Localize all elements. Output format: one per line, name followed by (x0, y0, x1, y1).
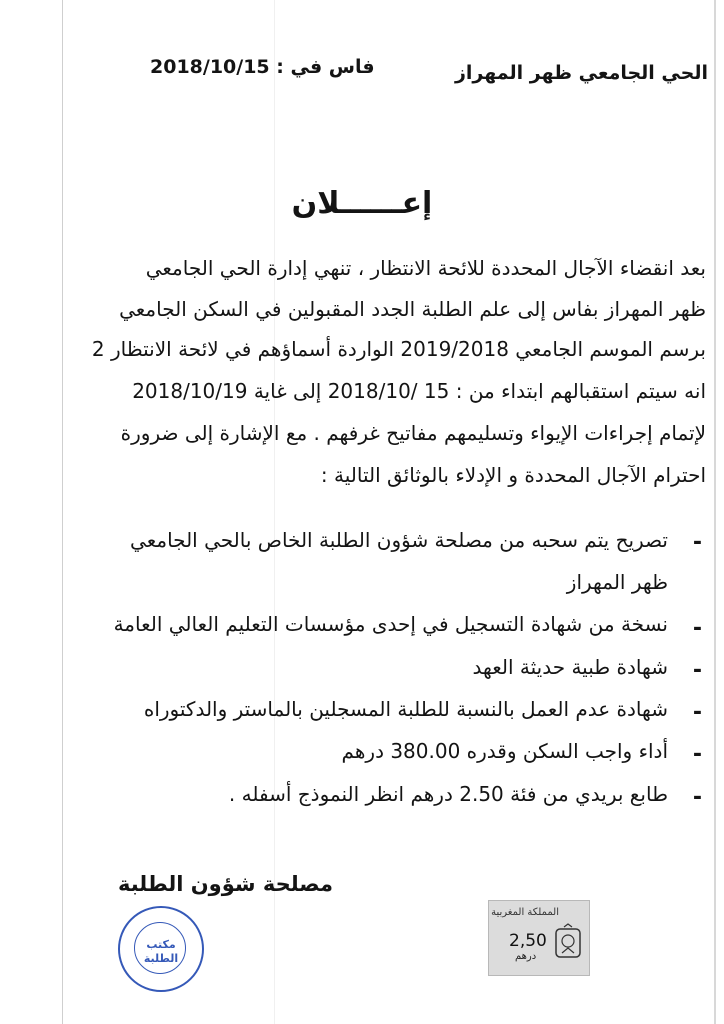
bullet-dash: - (692, 616, 702, 641)
requirement-item: تصريح يتم سحبه من مصلحة شؤون الطلبة الخاص بالحي الجامعي (130, 528, 668, 552)
bullet-dash: - (692, 658, 702, 683)
fiscal-stamp-value: 2,50 (509, 931, 547, 951)
bullet-dash: - (692, 785, 702, 810)
bullet-dash: - (692, 700, 702, 725)
fiscal-stamp-issuer: المملكة المغربية (491, 907, 559, 918)
requirement-item: طابع بريدي من فئة 2.50 درهم انظر النموذج أسفله . (228, 782, 668, 806)
paper-fold-line (274, 0, 275, 1024)
body-line: برسم الموسم الجامعي 2019/2018 الواردة أسماؤهم في لائحة الانتظار 2 (91, 337, 706, 361)
official-stamp (118, 906, 204, 992)
page-edge-right (714, 0, 716, 1024)
body-line: بعد انقضاء الآجال المحددة للائحة الانتظار ، تنهي إدارة الحي الجامعي (145, 256, 706, 280)
fiscal-stamp-sample (488, 900, 590, 976)
stamp-text: مكتب (146, 938, 176, 951)
body-line: ظهر المهراز بفاس إلى علم الطلبة الجدد المقبولين في السكن الجامعي (119, 297, 706, 321)
bullet-dash: - (692, 742, 702, 767)
body-line: انه سيتم استقبالهم ابتداء من : 15 /2018/10 إلى غاية 2018/10/19 (132, 379, 706, 403)
requirement-item: أداء واجب السكن وقدره 380.00 درهم (341, 739, 668, 763)
institution-name: الحي الجامعي ظهر المهراز (454, 62, 708, 84)
requirement-item: نسخة من شهادة التسجيل في إحدى مؤسسات التعليم العالي العامة (113, 612, 668, 636)
body-line: احترام الآجال المحددة و الإدلاء بالوثائق التالية : (320, 463, 706, 487)
coat-of-arms-icon (553, 923, 583, 963)
requirement-item: شهادة طبية حديثة العهد (472, 655, 668, 679)
page-edge-left (62, 0, 63, 1024)
stamp-text: الطلبة (143, 952, 179, 965)
requirement-item: شهادة عدم العمل بالنسبة للطلبة المسجلين بالماستر والدكتوراه (143, 697, 668, 721)
place-date: فاس في : 2018/10/15 (150, 56, 375, 78)
body-line: لإتمام إجراءات الإيواء وتسليمهم مفاتيح غرفهم . مع الإشارة إلى ضرورة (120, 421, 706, 445)
fiscal-stamp-currency: درهم (515, 951, 537, 962)
signature-department: مصلحة شؤون الطلبة (118, 872, 333, 896)
announcement-title: إعــــــلان (291, 186, 433, 221)
bullet-dash: - (692, 530, 702, 555)
requirement-item-continuation: ظهر المهراز (566, 570, 668, 594)
